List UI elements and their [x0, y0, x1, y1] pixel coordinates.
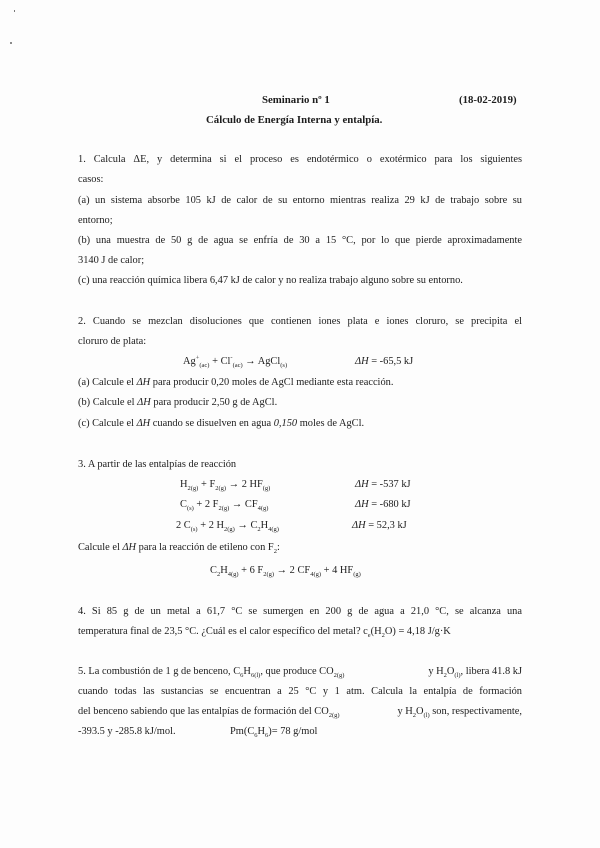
reaction-arrow: → — [276, 565, 288, 576]
plus-sign: + — [200, 479, 207, 490]
q3-reaction-3-enthalpy — [352, 521, 407, 531]
fluorine: F — [209, 479, 216, 490]
water-subscript-1: 2 — [412, 712, 416, 720]
q2-part-a — [78, 378, 393, 388]
co2-subscript: 2(g) — [333, 672, 345, 680]
q4-specific-heat-subscript: e — [367, 632, 371, 640]
fluorine: 2 F — [204, 499, 219, 510]
q5-text: , que produce CO — [260, 666, 334, 677]
benzene-h: H — [257, 726, 266, 737]
chloride-ion: Cl — [220, 356, 231, 367]
q5-line2: cuando todas las sustancias se encuentran a 25 °C y 1 atm. Calcula la entalpía de formación — [78, 686, 522, 697]
q3-reaction-1 — [180, 479, 271, 493]
silver-chloride-state: (s) — [280, 362, 288, 370]
benzene-h: H — [243, 666, 251, 677]
carbon-tetrafluoride-subscript: 4(g) — [310, 571, 322, 579]
plus-sign: + — [212, 356, 218, 367]
co2-subscript: 2(g) — [328, 712, 340, 720]
water-subscript-2: (l) — [423, 712, 430, 720]
q3-calc-prompt — [78, 542, 280, 556]
q4-line2 — [78, 626, 451, 640]
hydrogen-subscript: 2(g) — [187, 485, 199, 493]
q2-part-c-pre: (c) Calcule el — [78, 418, 134, 429]
q5-text: 5. La combustión de 1 g de benceno, C — [78, 666, 241, 677]
delta-h-symbol: ΔH — [355, 479, 369, 490]
silver-state: (ac) — [199, 362, 210, 370]
carbon-state: (s) — [186, 505, 194, 513]
seminar-date: (18-02-2019) — [459, 94, 517, 106]
q4-line1: 4. Si 85 g de un metal a 61,7 °C se sumergen en 200 g de agua a 21,0 °C, se alcanza una — [78, 606, 522, 617]
hydrogen: H — [180, 479, 188, 490]
q2-reaction — [183, 354, 288, 370]
q3-reaction-2-enthalpy — [355, 500, 411, 510]
ethylene-subscript-2: 4(g) — [227, 571, 239, 579]
q5-line4-values: -393.5 y -285.8 kJ/mol. — [78, 726, 176, 737]
delta-h-symbol: ΔH — [122, 542, 137, 553]
plus-sign: + — [323, 565, 330, 576]
delta-h-symbol: ΔH — [136, 418, 151, 429]
seminar-subtitle: Cálculo de Energía Interna y entalpía. — [206, 114, 383, 126]
ethylene-subscript-2: 4(g) — [268, 526, 279, 534]
q2-part-c — [78, 419, 364, 429]
silver-charge: + — [195, 354, 200, 362]
q2-part-b-pre: (b) Calcule el — [78, 397, 135, 408]
benzene-subscript-1: 6 — [254, 732, 258, 740]
q3-calc-pre: Calcule el — [78, 542, 120, 553]
q2-part-c-post: moles de AgCl. — [299, 418, 365, 429]
fluorine-subscript: 2(g) — [263, 571, 275, 579]
fluorine-subscript: 2(g) — [218, 505, 230, 513]
q2-intro-line1: 2. Cuando se mezclan disoluciones que contienen iones plata e iones cloruro, se precipita el — [78, 316, 522, 327]
carbon-tetrafluoride: 2 CF — [289, 565, 311, 576]
scan-speck — [10, 42, 12, 44]
plus-sign: + — [196, 499, 203, 510]
carbon: 2 C — [176, 520, 191, 531]
q5-line3 — [78, 706, 522, 720]
q4-water-subscript: 2 — [381, 632, 385, 640]
ethylene-subscript-1: 2 — [257, 526, 261, 534]
q2-part-a-pre: (a) Calcule el — [78, 377, 134, 388]
q2-reaction-enthalpy — [355, 357, 413, 367]
q2-part-b — [78, 398, 277, 408]
q5-text: del benceno sabiendo que las entalpías de formación del CO — [78, 706, 329, 717]
ethylene: C — [210, 565, 217, 576]
delta-h-symbol: ΔH — [355, 356, 369, 367]
reaction-arrow: → — [228, 479, 240, 490]
q3-reaction-3 — [176, 520, 279, 534]
q3-reaction-2 — [180, 499, 269, 513]
scan-speck — [14, 10, 15, 12]
carbon: C — [180, 499, 187, 510]
q3-intro: 3. A partir de las entalpías de reacción — [78, 459, 237, 470]
carbon-tetrafluoride: CF — [244, 499, 258, 510]
water-subscript-2: (l) — [454, 672, 461, 680]
reaction-arrow: → — [245, 356, 256, 367]
q5-text: Pm(C — [230, 726, 255, 737]
q5-text: , libera 41.8 kJ — [460, 666, 522, 677]
q3-calc-subscript: 2 — [273, 548, 277, 556]
fluorine: 6 F — [249, 565, 264, 576]
q5-line3-part-a — [78, 706, 340, 720]
silver-chloride: AgCl — [257, 356, 281, 367]
fluorine-subscript: 2(g) — [215, 485, 227, 493]
seminar-title: Seminario nº 1 — [262, 94, 330, 106]
carbon-tetrafluoride-subscript: 4(g) — [257, 505, 269, 513]
q2-part-c-amount: 0,150 — [273, 418, 298, 429]
q3-calc-end: : — [276, 542, 280, 553]
q3-calc-post: para la reacción de etileno con F — [138, 542, 274, 553]
q2-part-b-post: para producir 2,50 g de AgCl. — [153, 397, 278, 408]
q5-text: son, respectivamente, — [432, 706, 522, 717]
benzene-subscript-2: 6(l) — [250, 672, 261, 680]
plus-sign: + — [200, 520, 207, 531]
q1-case-c: (c) una reacción química libera 6,47 kJ de calor y no realiza trabajo alguno sobre su entorno. — [78, 275, 463, 286]
q4-line2-end: O) = 4,18 J/g·K — [384, 626, 451, 637]
ethylene-h: H — [220, 565, 228, 576]
delta-h-symbol: ΔH — [355, 499, 369, 510]
q3-reaction-1-enthalpy — [355, 480, 411, 490]
delta-h-symbol: ΔH — [137, 397, 151, 408]
benzene-subscript-2: 6 — [265, 732, 269, 740]
q2-intro-line2: cloruro de plata: — [78, 336, 147, 347]
water-o: O — [416, 706, 424, 717]
q5-line1 — [78, 666, 522, 680]
reaction-arrow: → — [231, 499, 243, 510]
hydrogen-subscript: 2(g) — [223, 526, 235, 534]
q4-water-open: (H — [370, 626, 382, 637]
hydrogen-fluoride-state: (g) — [353, 571, 361, 579]
ethylene-h: H — [260, 520, 269, 531]
delta-h-symbol: ΔH — [352, 520, 366, 531]
hydrogen-fluoride: 4 HF — [332, 565, 354, 576]
chloride-charge: - — [230, 354, 233, 362]
q1-intro-line1: 1. Calcula ΔE, y determina si el proceso es endotérmico o exotérmico para los siguientes — [78, 154, 522, 165]
water-o: O — [446, 666, 455, 677]
plus-sign: + — [241, 565, 248, 576]
silver-ion: Ag — [183, 356, 196, 367]
q5-molar-mass — [230, 726, 318, 740]
q3-target-reaction — [210, 565, 361, 579]
carbon-state: (s) — [190, 526, 198, 534]
ethylene: C — [250, 520, 258, 531]
hydrogen: 2 H — [208, 520, 224, 531]
q1-case-b-line1: (b) una muestra de 50 g de agua se enfría de 30 a 15 °C, por lo que pierde aproximadamente — [78, 235, 522, 246]
q5-line1-part-a — [78, 666, 345, 680]
q1-intro-line2: casos: — [78, 174, 104, 185]
q1-case-a-line1: (a) un sistema absorbe 105 kJ de calor de su entorno mientras realiza 29 kJ de trabajo sobre su — [78, 195, 522, 206]
chloride-state: (ac) — [232, 362, 243, 370]
water-subscript-1: 2 — [443, 672, 447, 680]
q5-text: )= 78 g/mol — [268, 726, 318, 737]
delta-h-value: = -65,5 kJ — [371, 356, 414, 367]
q1-case-a-line2: entorno; — [78, 215, 113, 226]
delta-h-value: = 52,3 kJ — [368, 520, 407, 531]
delta-h-symbol: ΔH — [136, 377, 151, 388]
q5-line3-part-b — [397, 706, 522, 720]
q1-case-b-line2: 3140 J de calor; — [78, 255, 145, 266]
hydrogen-fluoride: 2 HF — [241, 479, 263, 490]
delta-h-value: = -537 kJ — [371, 479, 411, 490]
hydrogen-fluoride-state: (g) — [262, 485, 271, 493]
q5-text: y H — [428, 666, 444, 677]
delta-h-value: = -680 kJ — [371, 499, 411, 510]
reaction-arrow: → — [237, 520, 248, 531]
q5-text: y H — [397, 706, 413, 717]
q4-line2-pre: temperatura final de 23,5 °C. ¿Cuál es el calor específico del metal? c — [78, 626, 368, 637]
q2-part-c-mid: cuando se disuelven en agua — [152, 418, 272, 429]
ethylene-subscript-1: 2 — [216, 571, 221, 579]
benzene-subscript-1: 6 — [240, 672, 244, 680]
q2-part-a-post: para producir 0,20 moles de AgCl mediante esta reacción. — [152, 377, 394, 388]
q5-line1-part-b — [428, 666, 522, 680]
